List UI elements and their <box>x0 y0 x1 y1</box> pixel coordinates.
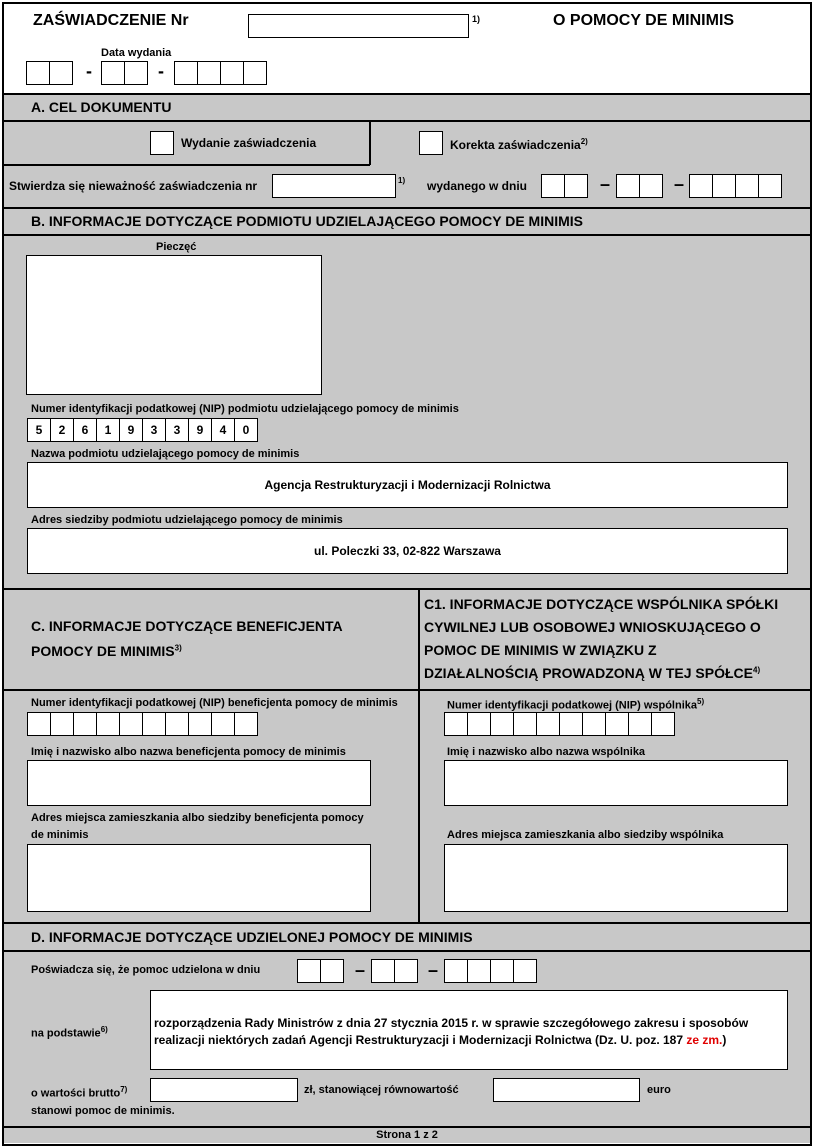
date-separator: – <box>428 960 439 980</box>
partner-nip-cells[interactable] <box>444 712 675 736</box>
final-statement: stanowi pomoc de minimis. <box>31 1105 175 1117</box>
legal-basis-label: na podstawie$^{6)}$ <box>31 1025 108 1040</box>
date-cell[interactable] <box>371 959 395 983</box>
nip-digit[interactable] <box>444 712 468 736</box>
issue-checkbox-label: Wydanie zaświadczenia <box>181 136 317 150</box>
date-separator: – <box>355 960 366 980</box>
date-cell[interactable] <box>639 174 663 198</box>
granted-date-label: Poświadcza się, że pomoc udzielona w dniu <box>31 964 261 976</box>
legal-basis-line1: rozporządzenia Rady Ministrów z dnia 27 stycznia 2015 r. w sprawie szczegółowego zakresu i sposobów <box>154 1016 749 1030</box>
nip-digit[interactable] <box>513 712 537 736</box>
divider <box>4 120 810 122</box>
issue-date-month[interactable] <box>101 61 148 85</box>
date-separator: - <box>86 61 92 81</box>
invalidated-number-input[interactable] <box>272 174 396 198</box>
divider <box>4 1126 810 1128</box>
legal-basis-field[interactable] <box>150 990 788 1070</box>
partner-address-label: Adres miejsca zamieszkania albo siedziby wspólnika <box>447 829 724 841</box>
date-cell[interactable] <box>758 174 782 198</box>
gross-value-euro-input[interactable] <box>493 1078 640 1102</box>
section-c1-title-line3: POMOC DE MINIMIS W ZWIĄZKU Z <box>424 642 657 658</box>
invalid-date-day[interactable] <box>541 174 588 198</box>
divider <box>4 950 810 952</box>
nip-digit[interactable]: 4 <box>211 418 235 442</box>
pln-equivalent-label: zł, stanowiącej równowartość <box>304 1084 459 1096</box>
issue-date-year[interactable] <box>174 61 267 85</box>
divider <box>4 922 810 924</box>
date-cell[interactable] <box>220 61 244 85</box>
correction-checkbox[interactable] <box>419 131 443 155</box>
date-cell[interactable] <box>174 61 198 85</box>
nip-digit[interactable]: 1 <box>96 418 120 442</box>
deminimis-title: O POMOCY DE MINIMIS <box>553 12 735 29</box>
nip-digit[interactable]: 6 <box>73 418 97 442</box>
nip-digit[interactable] <box>536 712 560 736</box>
nip-digit[interactable] <box>490 712 514 736</box>
divider <box>369 121 371 165</box>
date-cell[interactable] <box>101 61 125 85</box>
nip-digit[interactable]: 3 <box>165 418 189 442</box>
granted-date-year[interactable] <box>444 959 537 983</box>
date-cell[interactable] <box>616 174 640 198</box>
section-b-title: B. INFORMACJE DOTYCZĄCE PODMIOTU UDZIELAJĄCEGO POMOCY DE MINIMIS <box>31 213 583 229</box>
partner-nip-label: Numer identyfikacji podatkowej (NIP) wspólnika$^{5)}$ <box>447 697 705 712</box>
date-cell[interactable] <box>712 174 736 198</box>
nip-digit[interactable] <box>96 712 120 736</box>
issuer-nip-cells[interactable] <box>27 418 258 442</box>
issuer-address-field[interactable] <box>27 528 788 574</box>
footnote-marker: 1) <box>398 176 406 185</box>
date-cell[interactable] <box>564 174 588 198</box>
certificate-title: ZAŚWIADCZENIE Nr <box>33 12 189 29</box>
nip-digit[interactable] <box>73 712 97 736</box>
beneficiary-name-label: Imię i nazwisko albo nazwa beneficjenta pomocy de minimis <box>31 746 346 758</box>
nip-digit[interactable] <box>165 712 189 736</box>
partner-name-label: Imię i nazwisko albo nazwa wspólnika <box>447 746 646 758</box>
beneficiary-name-field[interactable] <box>27 760 371 806</box>
divider <box>4 234 810 236</box>
nip-digit[interactable] <box>50 712 74 736</box>
nip-digit[interactable]: 0 <box>234 418 258 442</box>
date-cell[interactable] <box>490 959 514 983</box>
nip-digit[interactable]: 9 <box>188 418 212 442</box>
issue-date-label: Data wydania <box>101 47 172 59</box>
nip-digit[interactable] <box>119 712 143 736</box>
issuer-name-value: Agencja Restrukturyzacji i Modernizacji Rolnictwa <box>264 478 551 492</box>
date-cell[interactable] <box>513 959 537 983</box>
section-a-title: A. CEL DOKUMENTU <box>31 99 172 115</box>
date-cell[interactable] <box>394 959 418 983</box>
stamp-area[interactable] <box>26 255 322 395</box>
date-cell[interactable] <box>735 174 759 198</box>
date-cell[interactable] <box>467 959 491 983</box>
nip-digit[interactable] <box>188 712 212 736</box>
partner-name-field[interactable] <box>444 760 788 806</box>
footnote-marker: 1) <box>472 14 481 24</box>
section-c1-title-line4: DZIAŁALNOŚCIĄ PROWADZONĄ W TEJ SPÓŁCE$^{4)}$ <box>424 665 761 681</box>
issued-on-label: wydanego w dniu <box>427 179 528 193</box>
date-cell[interactable] <box>49 61 73 85</box>
issuer-address-label: Adres siedziby podmiotu udzielającego pomocy de minimis <box>31 514 343 526</box>
date-cell[interactable] <box>320 959 344 983</box>
nip-digit[interactable] <box>559 712 583 736</box>
beneficiary-address-label-line2: de minimis <box>31 829 89 841</box>
amendment-note: ze zm. <box>686 1033 723 1047</box>
date-cell[interactable] <box>26 61 50 85</box>
invalid-date-month[interactable] <box>616 174 663 198</box>
gross-value-pln-input[interactable] <box>150 1078 298 1102</box>
partner-address-field[interactable] <box>444 844 788 912</box>
divider <box>418 589 420 923</box>
granted-date-month[interactable] <box>371 959 418 983</box>
page-number: Strona 1 z 2 <box>376 1129 438 1141</box>
invalidation-label: Stwierdza się nieważność zaświadczenia nr <box>9 179 258 193</box>
section-d-title: D. INFORMACJE DOTYCZĄCE UDZIELONEJ POMOCY DE MINIMIS <box>31 929 473 945</box>
beneficiary-address-label-line1: Adres miejsca zamieszkania albo siedziby beneficjenta pomocy <box>31 812 364 824</box>
divider <box>4 93 810 95</box>
nip-digit[interactable]: 5 <box>27 418 51 442</box>
issue-date-day[interactable] <box>26 61 73 85</box>
granted-date-day[interactable] <box>297 959 344 983</box>
divider <box>4 588 810 590</box>
legal-basis-line2: realizacji niektórych zadań Agencji Restrukturyzacji i Modernizacji Rolnictwa (Dz. U. poz. 187 ze zm.) <box>154 1033 727 1047</box>
nip-digit[interactable] <box>234 712 258 736</box>
nip-digit[interactable] <box>211 712 235 736</box>
section-c1-title-line1: C1. INFORMACJE DOTYCZĄCE WSPÓLNIKA SPÓŁKI <box>424 596 779 612</box>
euro-label: euro <box>647 1084 671 1096</box>
date-cell[interactable] <box>243 61 267 85</box>
date-cell[interactable] <box>197 61 221 85</box>
date-cell[interactable] <box>124 61 148 85</box>
divider <box>4 207 810 209</box>
stamp-label: Pieczęć <box>156 241 197 253</box>
nip-digit[interactable] <box>27 712 51 736</box>
nip-digit[interactable]: 9 <box>119 418 143 442</box>
date-separator: – <box>674 174 685 194</box>
section-c1-title-line2: CYWILNEJ LUB OSOBOWEJ WNIOSKUJĄCEGO O <box>424 619 761 635</box>
date-separator: – <box>600 174 611 194</box>
beneficiary-nip-cells[interactable] <box>27 712 258 736</box>
section-c-title-line1: C. INFORMACJE DOTYCZĄCE BENEFICJENTA <box>31 618 343 634</box>
issuer-name-label: Nazwa podmiotu udzielającego pomocy de minimis <box>31 448 300 460</box>
issuer-name-field[interactable] <box>27 462 788 508</box>
gross-value-label: o wartości brutto$^{7)}$ <box>31 1085 128 1100</box>
issuer-nip-label: Numer identyfikacji podatkowej (NIP) podmiotu udzielającego pomocy de minimis <box>31 403 459 415</box>
date-cell[interactable] <box>297 959 321 983</box>
date-cell[interactable] <box>689 174 713 198</box>
date-cell[interactable] <box>541 174 565 198</box>
beneficiary-address-field[interactable] <box>27 844 371 912</box>
nip-digit[interactable] <box>605 712 629 736</box>
nip-digit[interactable] <box>628 712 652 736</box>
nip-digit[interactable] <box>467 712 491 736</box>
date-separator: - <box>158 61 164 81</box>
issue-checkbox[interactable] <box>150 131 174 155</box>
divider <box>4 164 370 166</box>
section-c-title-line2: POMOCY DE MINIMIS$^{3)}$ <box>31 643 182 659</box>
certificate-number-input[interactable] <box>248 14 469 38</box>
divider <box>4 689 810 691</box>
nip-digit[interactable] <box>142 712 166 736</box>
nip-digit[interactable] <box>651 712 675 736</box>
nip-digit[interactable] <box>582 712 606 736</box>
nip-digit[interactable]: 3 <box>142 418 166 442</box>
issuer-address-value: ul. Poleczki 33, 02-822 Warszawa <box>314 544 501 558</box>
beneficiary-nip-label: Numer identyfikacji podatkowej (NIP) beneficjenta pomocy de minimis <box>31 697 398 709</box>
date-cell[interactable] <box>444 959 468 983</box>
correction-checkbox-label: Korekta zaświadczenia$^{2)}$ <box>450 137 588 152</box>
invalid-date-year[interactable] <box>689 174 782 198</box>
nip-digit[interactable]: 2 <box>50 418 74 442</box>
